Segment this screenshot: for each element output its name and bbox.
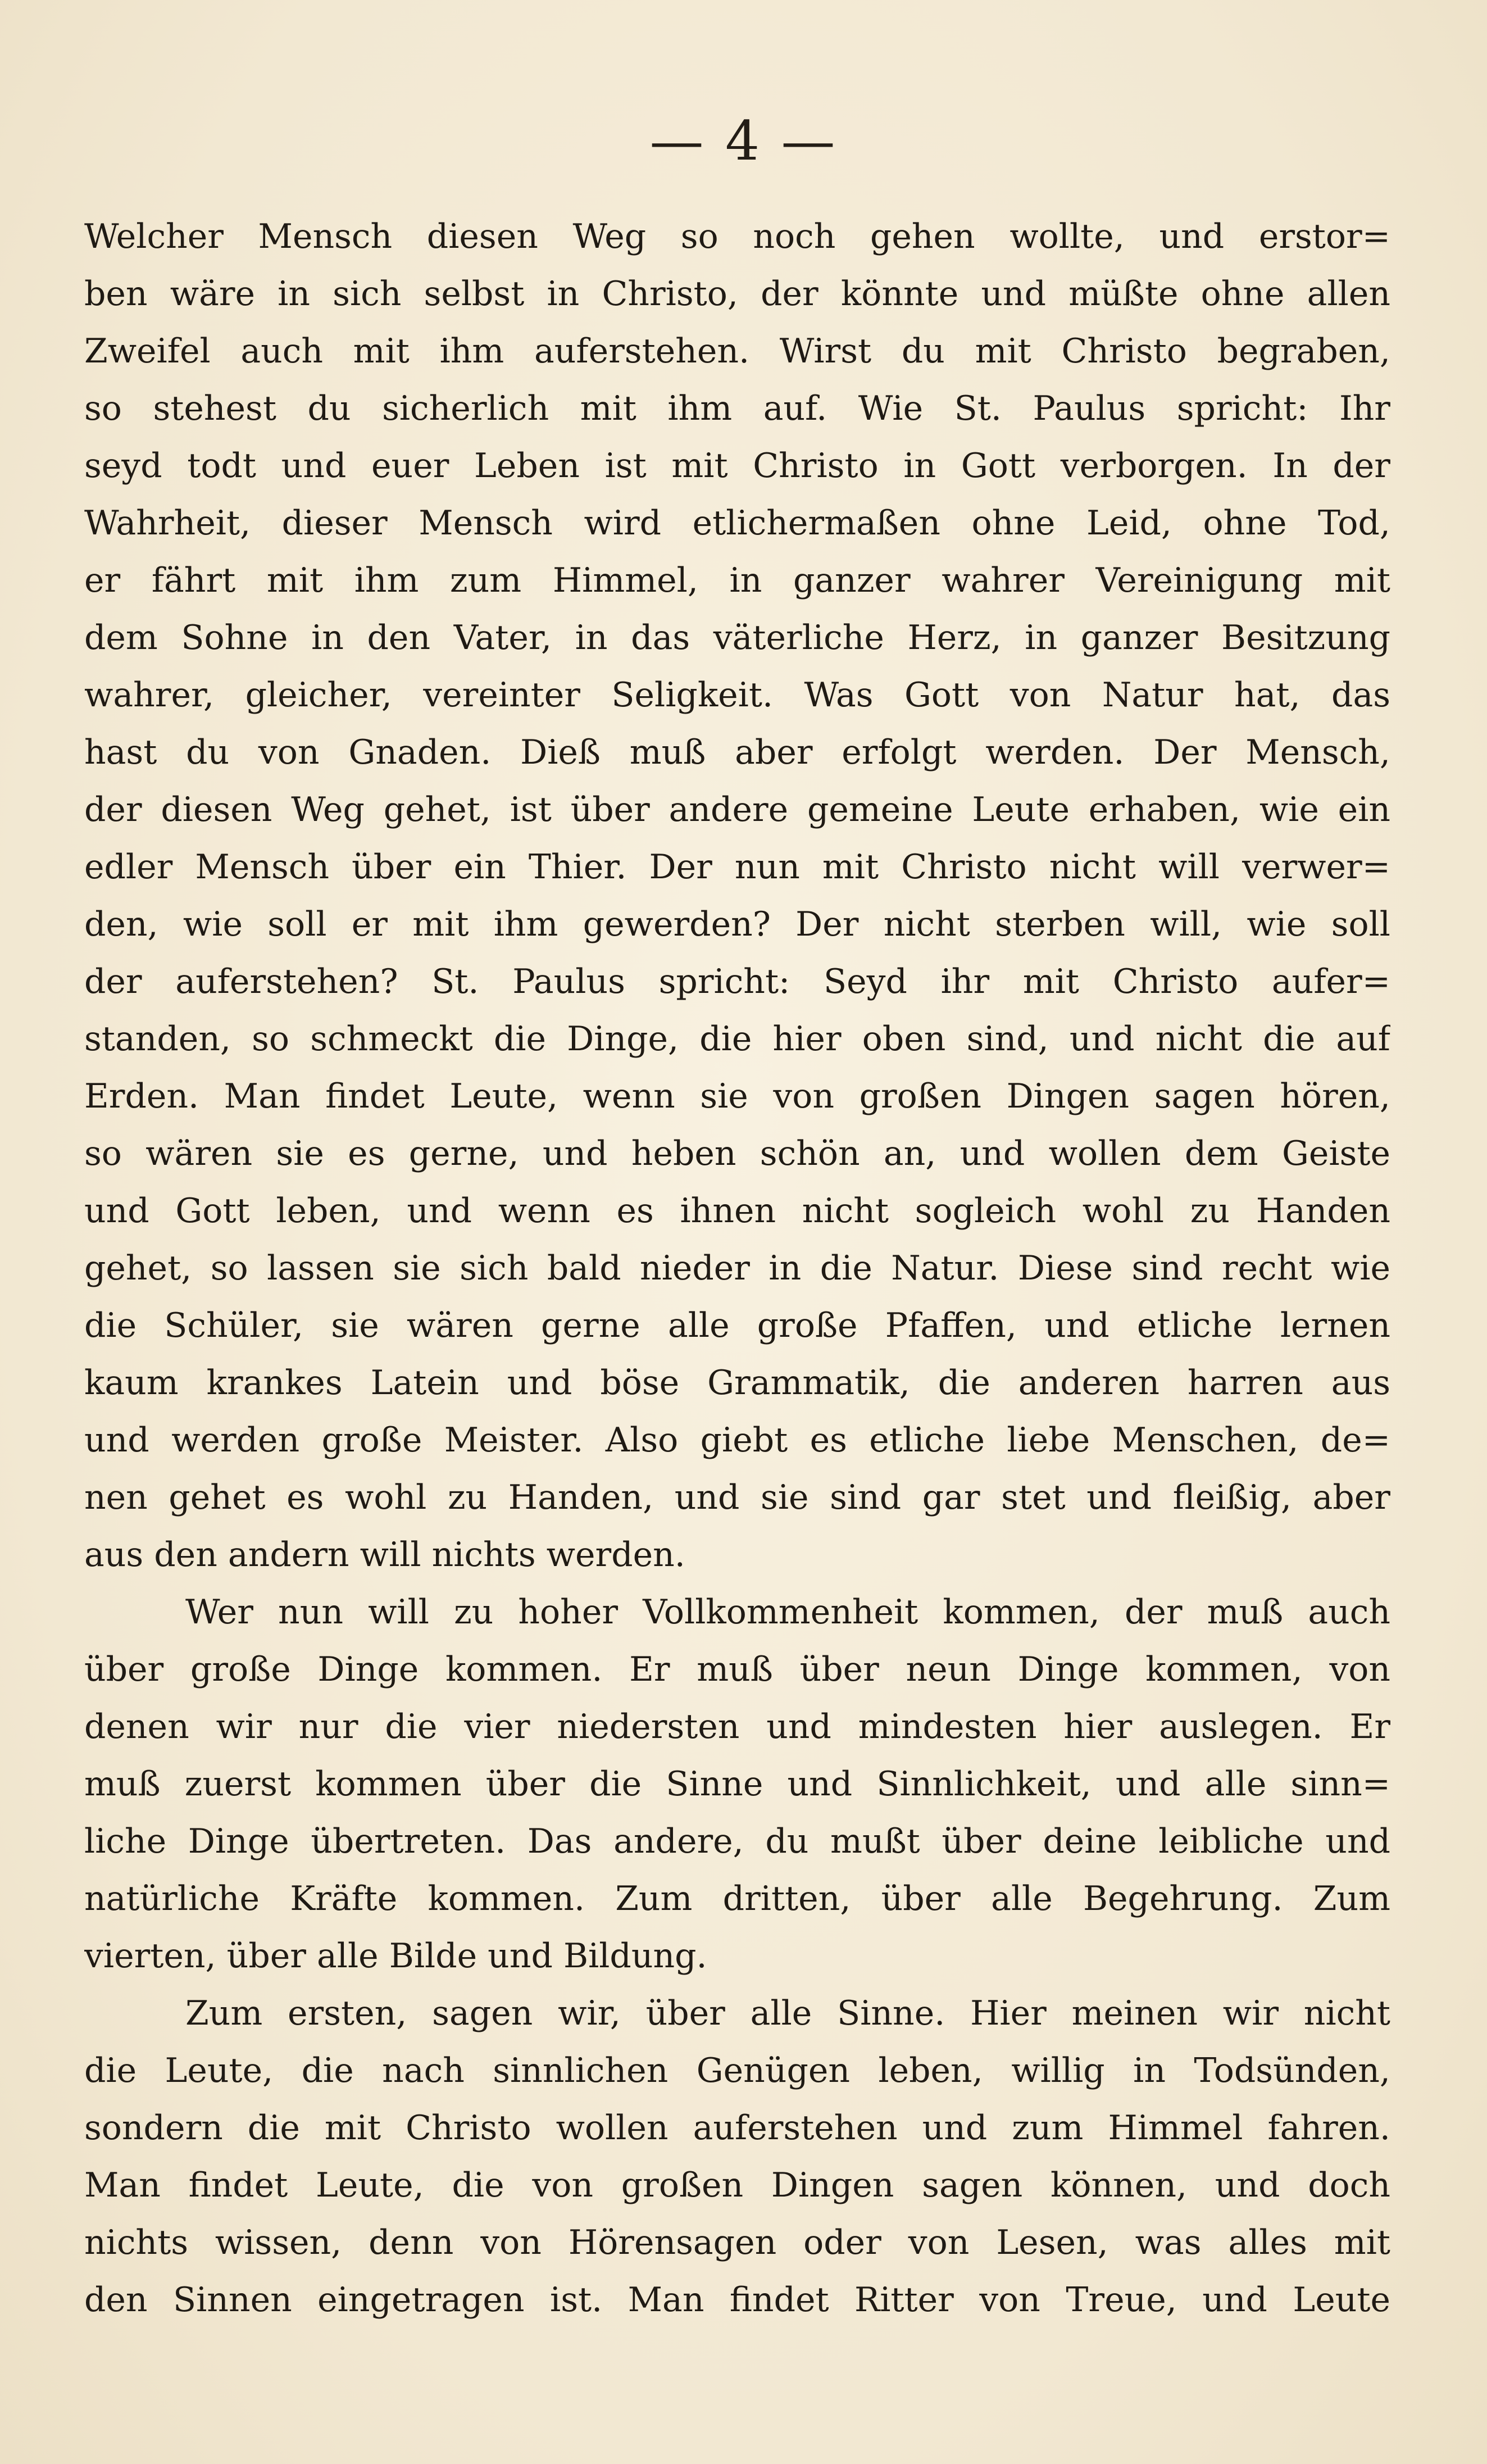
- text-line: muß zuerst kommen über die Sinne und Sinnlichkeit, und alle sinn=: [84, 1764, 1390, 1804]
- text-line: Welcher Mensch diesen Weg so noch gehen wollte, und erstor=: [84, 217, 1390, 256]
- text-line: Wahrheit, dieser Mensch wird etlichermaßen ohne Leid, ohne Tod,: [84, 503, 1390, 543]
- text-line: Wer nun will zu hoher Vollkommenheit kommen, der muß auch: [185, 1592, 1390, 1632]
- paragraph: [84, 208, 1390, 1583]
- text-line: natürliche Kräfte kommen. Zum dritten, über alle Begehrung. Zum: [84, 1879, 1390, 1918]
- text-line: kaum krankes Latein und böse Grammatik, die anderen harren aus: [84, 1363, 1390, 1403]
- text-line: über große Dinge kommen. Er muß über neun Dinge kommen, von: [84, 1650, 1390, 1689]
- text-line: seyd todt und euer Leben ist mit Christo in Gott verborgen. In der: [84, 446, 1390, 485]
- text-line: nichts wissen, denn von Hörensagen oder von Lesen, was alles mit: [84, 2223, 1390, 2262]
- text-line: dem Sohne in den Vater, in das väterliche Herz, in ganzer Besitzung: [84, 618, 1390, 657]
- text-line: Zum ersten, sagen wir, über alle Sinne. Hier meinen wir nicht: [185, 1994, 1390, 2033]
- text-line: Zweifel auch mit ihm auferstehen. Wirst du mit Christo begraben,: [84, 332, 1390, 371]
- page-number: — 4 —: [649, 110, 838, 173]
- text-line: der diesen Weg gehet, ist über andere gemeine Leute erhaben, wie ein: [84, 790, 1390, 829]
- text-line: hast du von Gnaden. Dieß muß aber erfolgt werden. Der Mensch,: [84, 733, 1390, 772]
- text-line: ben wäre in sich selbst in Christo, der könnte und müßte ohne allen: [84, 274, 1390, 314]
- text-line: die Leute, die nach sinnlichen Genügen leben, willig in Todsünden,: [84, 2051, 1390, 2090]
- text-line: liche Dinge übertreten. Das andere, du mußt über deine leibliche und: [84, 1822, 1390, 1861]
- text-line: aus den andern will nichts werden.: [84, 1535, 685, 1574]
- text-line: und Gott leben, und wenn es ihnen nicht sogleich wohl zu Handen: [84, 1191, 1390, 1231]
- text-line: so stehest du sicherlich mit ihm auf. Wie St. Paulus spricht: Ihr: [84, 389, 1390, 428]
- text-line: edler Mensch über ein Thier. Der nun mit Christo nicht will verwer=: [84, 847, 1390, 887]
- text-line: und werden große Meister. Also giebt es etliche liebe Menschen, de=: [84, 1421, 1390, 1460]
- text-line: sondern die mit Christo wollen auferstehen und zum Himmel fahren.: [84, 2108, 1390, 2148]
- text-line: den Sinnen eingetragen ist. Man findet Ritter von Treue, und Leute: [84, 2280, 1390, 2320]
- text-line: gehet, so lassen sie sich bald nieder in die Natur. Diese sind recht wie: [84, 1249, 1390, 1288]
- text-line: so wären sie es gerne, und heben schön an, und wollen dem Geiste: [84, 1134, 1390, 1173]
- text-line: vierten, über alle Bilde und Bildung.: [84, 1936, 707, 1976]
- paragraph: [84, 1583, 1390, 1985]
- text-line: der auferstehen? St. Paulus spricht: Seyd ihr mit Christo aufer=: [84, 962, 1390, 1001]
- text-line: die Schüler, sie wären gerne alle große Pfaffen, und etliche lernen: [84, 1306, 1390, 1345]
- body-text: [84, 208, 1390, 2329]
- paragraph: [84, 1985, 1390, 2329]
- text-line: standen, so schmeckt die Dinge, die hier oben sind, und nicht die auf: [84, 1019, 1390, 1059]
- text-line: nen gehet es wohl zu Handen, und sie sind gar stet und fleißig, aber: [84, 1478, 1390, 1517]
- text-line: wahrer, gleicher, vereinter Seligkeit. Was Gott von Natur hat, das: [84, 675, 1390, 715]
- text-line: denen wir nur die vier niedersten und mindesten hier auslegen. Er: [84, 1707, 1390, 1746]
- text-line: er fährt mit ihm zum Himmel, in ganzer wahrer Vereinigung mit: [84, 561, 1390, 600]
- text-line: Erden. Man findet Leute, wenn sie von großen Dingen sagen hören,: [84, 1077, 1390, 1116]
- text-line: den, wie soll er mit ihm gewerden? Der nicht sterben will, wie soll: [84, 905, 1390, 944]
- text-line: Man findet Leute, die von großen Dingen sagen können, und doch: [84, 2166, 1390, 2205]
